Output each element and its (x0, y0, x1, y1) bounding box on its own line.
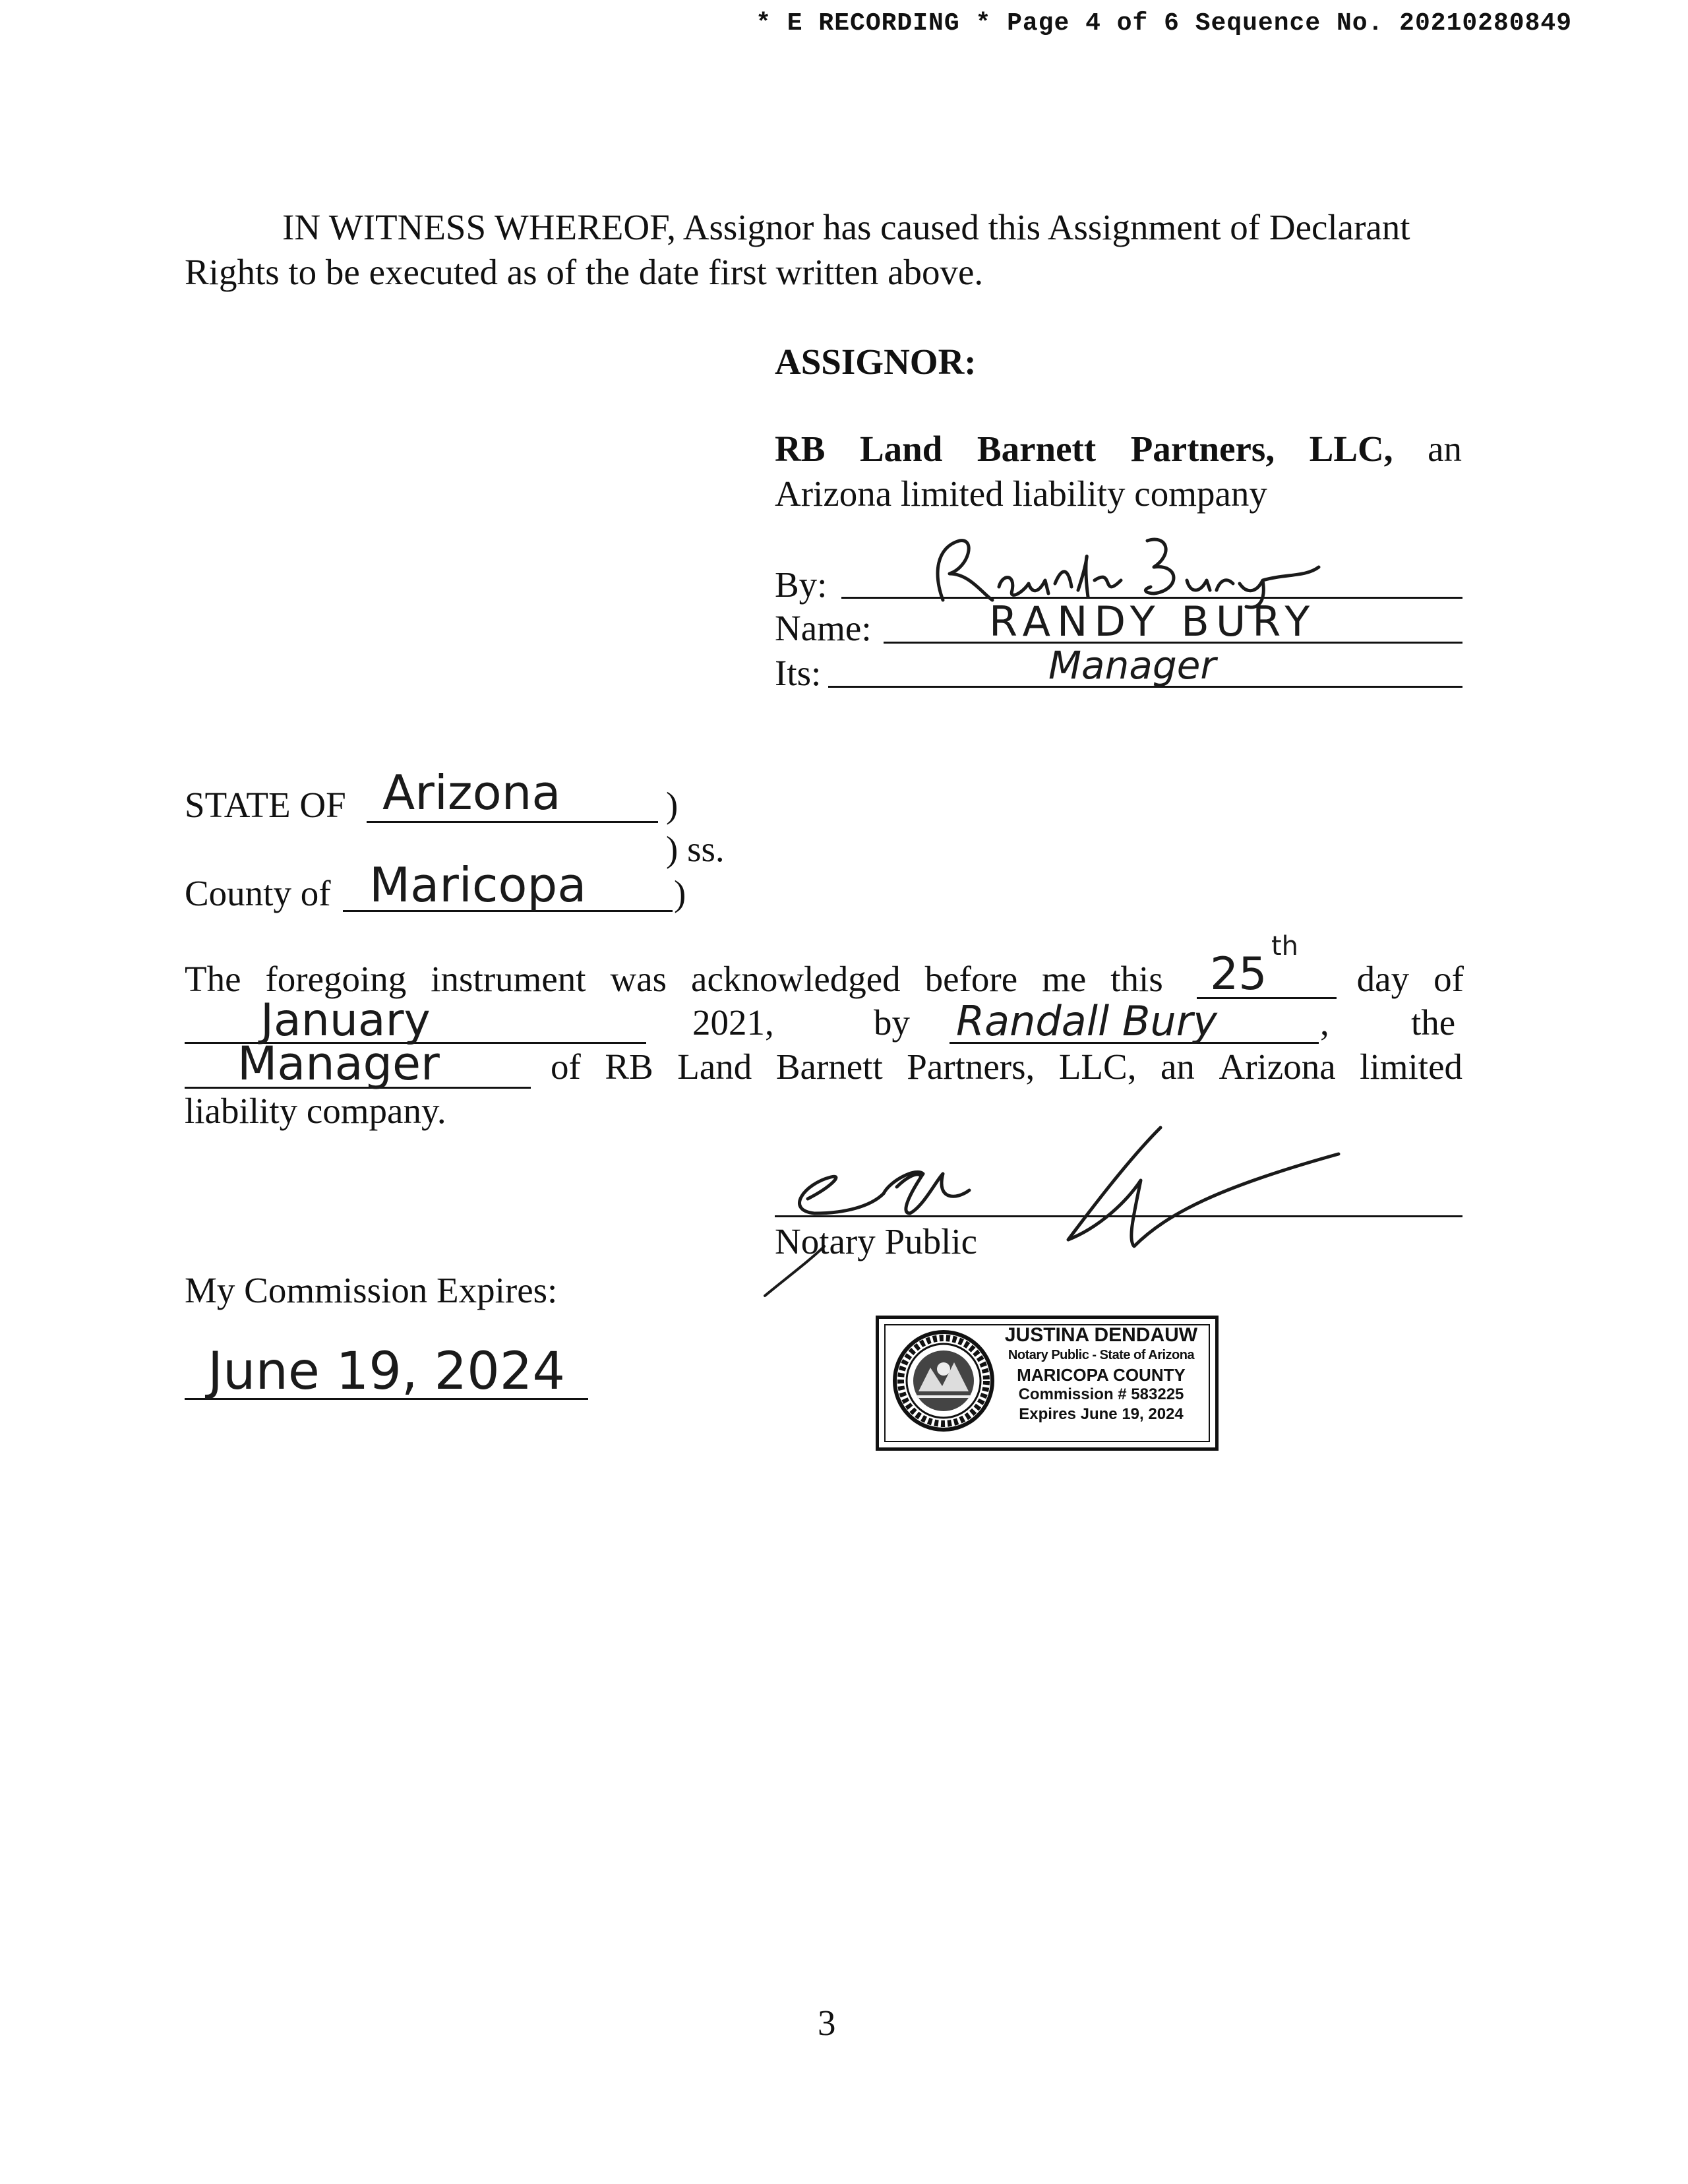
year-text: 2021, (692, 1002, 774, 1043)
page-number: 3 (818, 2003, 836, 2043)
ack-word: RB (605, 1046, 653, 1087)
state-paren: ) (666, 785, 678, 825)
its-label: Its: (775, 653, 822, 693)
name-label: Name: (775, 608, 872, 648)
ack-word: The (185, 959, 241, 999)
day-suffix: th (1271, 931, 1299, 961)
ack-word: Barnett (775, 1046, 883, 1087)
assignor-title-handwritten: Manager (1048, 643, 1217, 688)
ack-word: foregoing (265, 959, 407, 999)
stamp-text-block (992, 1325, 1210, 1424)
ack-word: day (1356, 959, 1410, 999)
ack-word: Land (677, 1046, 752, 1087)
ack-word: me (1042, 959, 1087, 999)
stamp-name: JUSTINA DENDAUW (1004, 1324, 1198, 1346)
ack-word: acknowledged (691, 959, 901, 999)
ack-word: before (924, 959, 1018, 999)
assignor-company-suffix: an (1428, 429, 1462, 469)
notary-stamp (876, 1316, 1219, 1451)
assignor-company-name: RB Land Barnett Partners, LLC, (775, 429, 1393, 469)
ack-line-3 (551, 1045, 1462, 1089)
ss-label: ) ss. (666, 829, 725, 869)
notary-signature (758, 1114, 1365, 1306)
county-value: Maricopa (369, 857, 587, 913)
assignor-name-handwritten: RANDY BURY (989, 597, 1317, 646)
county-label: County of (185, 873, 331, 913)
stamp-county: MARICOPA COUNTY (1017, 1365, 1186, 1385)
person-value: Randall Bury (956, 997, 1217, 1045)
state-label: STATE OF (185, 785, 346, 825)
ack-word: Partners, (907, 1046, 1035, 1087)
ack-word: Arizona (1219, 1046, 1336, 1087)
ack-word: of (551, 1046, 581, 1087)
ack-word: LLC, (1058, 1046, 1137, 1087)
assignor-heading: ASSIGNOR: (775, 342, 977, 382)
by-label: By: (775, 564, 828, 605)
arizona-seal-icon (891, 1328, 996, 1434)
ack-word: limited (1360, 1046, 1462, 1087)
ack-word: this (1110, 959, 1163, 999)
month-value: January (260, 994, 431, 1046)
commission-value: June 19, 2024 (208, 1342, 566, 1401)
ack-word: instrument (431, 959, 586, 999)
notary-public-label: Notary Public (775, 1221, 978, 1261)
day-value: 25 (1210, 948, 1267, 1000)
witness-line-1: IN WITNESS WHEREOF, Assignor has caused this Assignment of Declarant (282, 207, 1410, 247)
ack-word: was (610, 959, 667, 999)
state-value: Arizona (382, 765, 561, 820)
title-value: Manager (237, 1037, 440, 1091)
recording-header: * E RECORDING * Page 4 of 6 Sequence No. 20210280849 (756, 9, 1572, 38)
ack-word: an (1160, 1046, 1195, 1087)
the-text: the (1411, 1002, 1456, 1043)
assignor-company-line (775, 427, 1462, 471)
ack-word: of (1433, 959, 1464, 999)
stamp-line-2: Notary Public - State of Arizona (1008, 1348, 1195, 1362)
stamp-commission: Commission # 583225 (1018, 1385, 1184, 1403)
ack-line-4: liability company. (185, 1091, 446, 1131)
by-text: by (874, 1002, 910, 1043)
state-line (367, 821, 658, 823)
witness-line-2: Rights to be executed as of the date first written above. (185, 252, 984, 292)
commission-label: My Commission Expires: (185, 1270, 558, 1310)
county-paren: ) (674, 873, 686, 913)
assignor-company-line-2: Arizona limited liability company (775, 473, 1267, 514)
stamp-expires: Expires June 19, 2024 (1019, 1405, 1184, 1423)
comma: , (1320, 1002, 1329, 1043)
